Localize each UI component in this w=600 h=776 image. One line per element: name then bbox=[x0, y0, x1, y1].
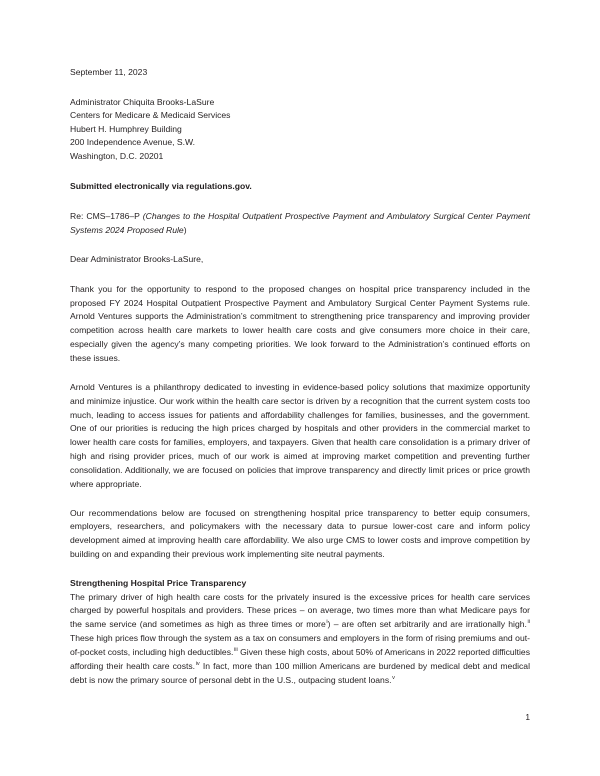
section-heading-price-transparency: Strengthening Hospital Price Transparency bbox=[70, 577, 247, 588]
re-line-close-paren: ) bbox=[183, 224, 187, 235]
section-text-segment-4: Given these high costs, about 50% of Americans in 2022 reported difficulties affording their health care costs. bbox=[70, 646, 530, 671]
re-line-rule-title: Changes to the Hospital Outpatient Prospective Payment and Ambulatory Surgical Center Payment Systems 2024 Proposed Rule bbox=[70, 210, 531, 235]
footnote-marker-iv[interactable]: iv bbox=[195, 660, 200, 667]
submission-note: Submitted electronically via regulations.gov. bbox=[70, 181, 252, 192]
recipient-street: 200 Independence Avenue, S.W. bbox=[70, 137, 196, 148]
section-text-segment-3: These high prices flow through the system as a tax on consumers and employers in the form of rising premiums and out-of-pocket costs, including high deductibles. bbox=[70, 633, 530, 657]
re-line bbox=[70, 210, 530, 237]
letter-date: September 11, 2023 bbox=[70, 67, 148, 77]
recipient-organization: Centers for Medicare & Medicaid Services bbox=[70, 110, 231, 121]
footnote-marker-ii[interactable]: ii bbox=[527, 619, 530, 626]
body-paragraph-3: Our recommendations below are focused on strengthening hospital price transparency to better equip consumers, employers, researchers, and policymakers with the necessary data to pursue lower-cost care and inform policy development aimed at improving health care affordability. We also urge CMS to lower costs and improve competition by building on and expanding their previous work implementing site neutral payments. bbox=[70, 507, 530, 560]
letter-content bbox=[70, 66, 530, 702]
footnote-marker-iii[interactable]: iii bbox=[234, 647, 238, 654]
section-body-paragraph bbox=[70, 591, 530, 688]
recipient-name: Administrator Chiquita Brooks-LaSure bbox=[70, 96, 215, 107]
recipient-address-block bbox=[70, 96, 530, 164]
recipient-building: Hubert H. Humphrey Building bbox=[70, 123, 182, 134]
section-text-segment-5: In fact, more than 100 million Americans are burdened by medical debt and medical debt is now the primary source of personal debt in the U.S., outpacing student loans. bbox=[70, 660, 530, 685]
re-line-prefix: Re: CMS–1786–P bbox=[70, 210, 143, 221]
body-paragraph-2: Arnold Ventures is a philanthropy dedicated to investing in evidence-based policy solutions that maximize opportunity and minimize injustice. Our work within the health care sector is driven by a recognition that the current system costs too much, leading to access issues for patients and affordability challenges for families, businesses, and the government. One of our priorities is reducing the high prices charged by hospitals and other providers in the commercial market to lower health care costs for families, employers, and taxpayers. Given that health care consolidation is a primary driver of high and rising provider prices, much of our work is aimed at improving market competition and preventing further consolidation. Additionally, we are focused on policies that improve transparency and directly limit prices or price growth where appropriate. bbox=[70, 381, 530, 489]
body-paragraph-1: Thank you for the opportunity to respond to the proposed changes on hospital price transparency included in the proposed FY 2024 Hospital Outpatient Prospective Payment and Ambulatory Surgical Center Payment Systems rule. Arnold Ventures supports the Administration’s commitment to strengthening price transparency and improving provider competition across health care markets to lower health care costs and give consumers more choice in their care, especially given the agency’s many competing priorities. We look forward to the Administration’s continued efforts on these issues. bbox=[70, 283, 530, 363]
recipient-city-state-zip: Washington, D.C. 20201 bbox=[70, 150, 164, 161]
re-line-open-paren: ( bbox=[142, 210, 146, 221]
section-text-segment-1: The primary driver of high health care costs for the privately insured is the excessive prices for health care services charged by powerful hospitals and providers. These prices – on average, two times more than what Medicare pays for the same service (and sometimes as high as three times or more bbox=[70, 591, 530, 630]
footnote-marker-i[interactable]: i bbox=[326, 619, 328, 626]
page-number: 1 bbox=[525, 712, 530, 722]
salutation: Dear Administrator Brooks-LaSure, bbox=[70, 254, 204, 265]
section-text-segment-2: ) – are often set arbitrarily and are irrationally high. bbox=[327, 619, 527, 630]
footnote-marker-v[interactable]: v bbox=[392, 674, 395, 681]
